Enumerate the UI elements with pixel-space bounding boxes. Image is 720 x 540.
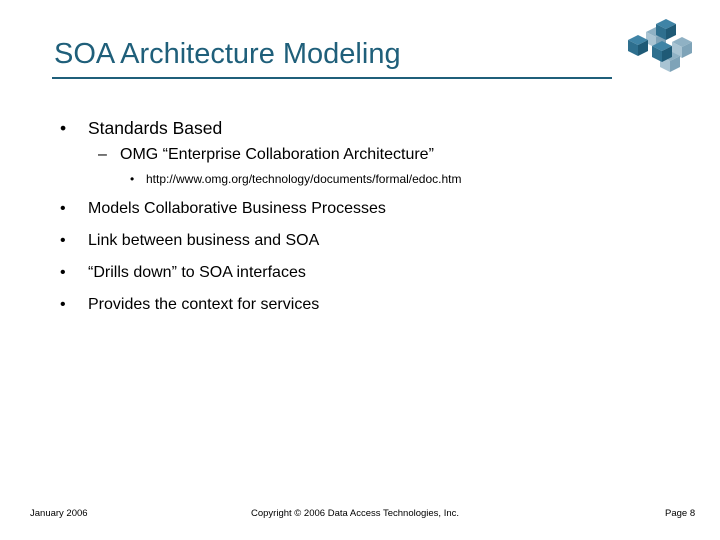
bullet-marker: • <box>60 200 66 217</box>
bullet-standards-based: Standards Based <box>88 118 223 138</box>
footer-date: January 2006 <box>30 508 88 519</box>
edoc-url-link[interactable]: http://www.omg.org/technology/documents/formal/edoc.htm <box>146 172 462 186</box>
bullet-marker: • <box>60 118 67 138</box>
bullet-omg-eca: OMG “Enterprise Collaboration Architecture” <box>120 146 434 163</box>
footer-page-number: Page 8 <box>665 508 696 519</box>
bullet-drills-down: “Drills down” to SOA interfaces <box>88 264 306 281</box>
bullet-models-processes: Models Collaborative Business Processes <box>88 200 386 217</box>
bullet-marker: • <box>130 172 135 186</box>
bullet-marker: • <box>60 296 66 313</box>
stacked-cubes-logo <box>622 18 700 74</box>
bullet-context-services: Provides the context for services <box>88 296 320 313</box>
slide-title: SOA Architecture Modeling <box>54 38 401 70</box>
bullet-marker: • <box>60 264 66 281</box>
title-underline <box>52 77 612 79</box>
bullet-marker: • <box>60 232 66 249</box>
footer-copyright: Copyright © 2006 Data Access Technologies, Inc. <box>251 508 460 519</box>
bullet-link-business-soa: Link between business and SOA <box>88 232 320 249</box>
bullet-marker: – <box>98 146 107 163</box>
